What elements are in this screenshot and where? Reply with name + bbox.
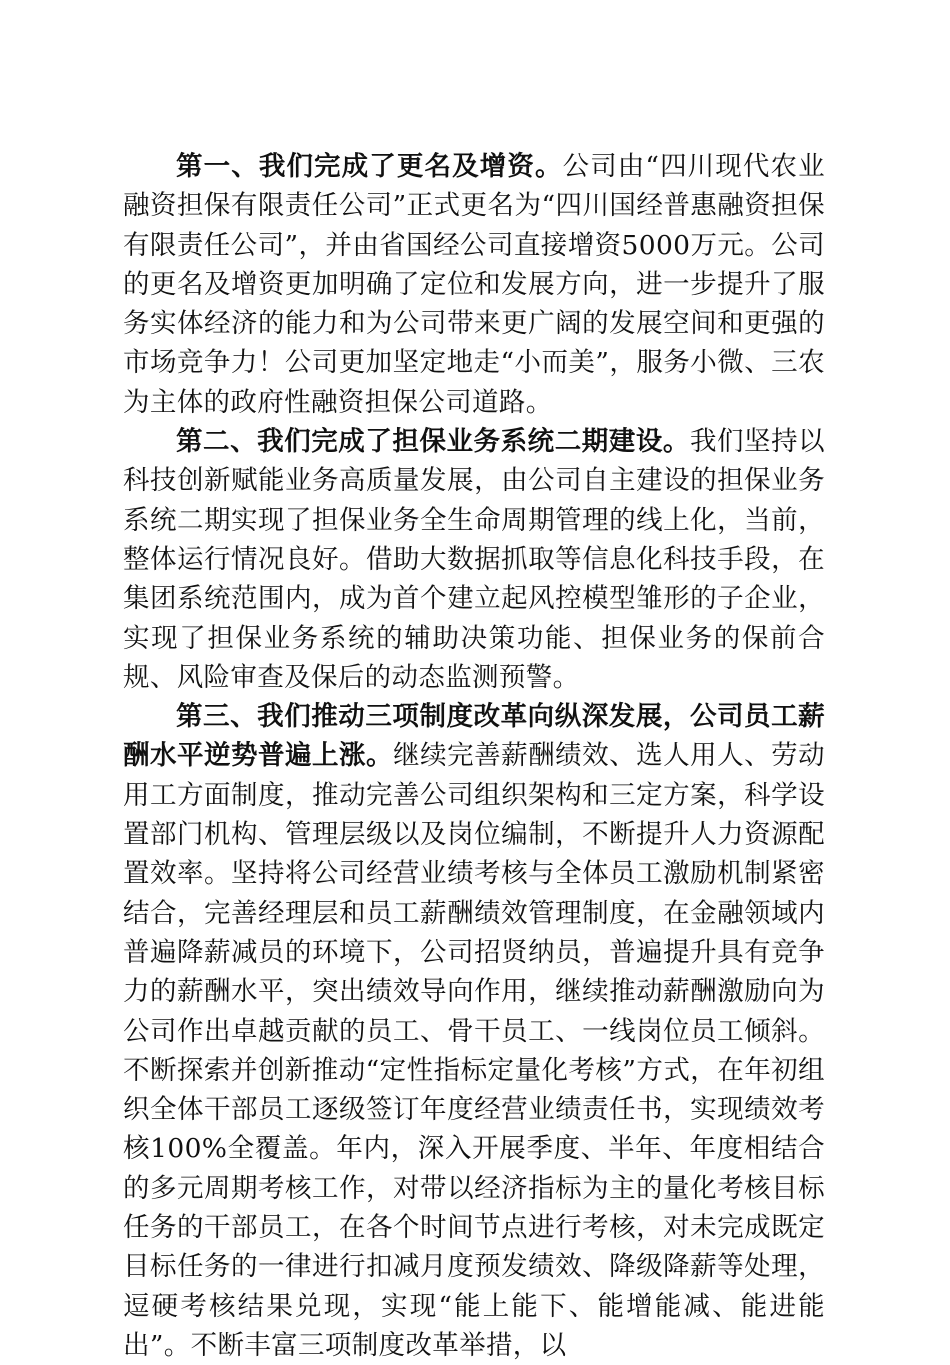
- paragraph-1-heading: 第一、我们完成了更名及增资。: [176, 151, 563, 182]
- paragraph-3-body: 继续完善薪酬绩效、选人用人、劳动用工方面制度，推动完善公司组织架构和三定方案，科学设置部门机构、管理层级以及岗位编制，不断提升人力资源配置效率。坚持将公司经营业绩考核与全体员工激励机制紧密结合，完善经理层和员工薪酬绩效管理制度，在金融领域内普遍降薪减员的环境下，公司招贤纳员，普遍提升具有竞争力的薪酬水平，突出绩效导向作用，继续推动薪酬激励向为公司作出卓越贡献的员工、骨干员工、一线岗位员工倾斜。不断探索并创新推动“定性指标定量化考核”方式，在年初组织全体干部员工逐级签订年度经营业绩责任书，实现绩效考核100%全覆盖。年内，深入开展季度、半年、年度相结合的多元周期考核工作，对带以经济指标为主的量化考核目标任务的干部员工，在各个时间节点进行考核，对未完成既定目标任务的一律进行扣减月度预发绩效、降级降薪等处理，逗硬考核结果兑现，实现“能上能下、能增能减、能进能出”。不断丰富三项制度改革举措，以: [123, 740, 825, 1361]
- paragraph-2-heading: 第二、我们完成了担保业务系统二期建设。: [176, 426, 690, 458]
- paragraph-2-body: 我们坚持以科技创新赋能业务高质量发展，由公司自主建设的担保业务系统二期实现了担保业务全生命周期管理的线上化，当前，整体运行情况良好。借助大数据抓取等信息化科技手段，在集团系统范围内，成为首个建立起风控模型雏形的子企业，实现了担保业务系统的辅助决策功能、担保业务的保前合规、风险审查及保后的动态监测预警。: [123, 426, 826, 693]
- paragraph-1: [123, 147, 825, 422]
- paragraph-1-body: 公司由“四川现代农业融资担保有限责任公司”正式更名为“四川国经普惠融资担保有限责任公司”，并由省国经公司直接增资5000万元。公司的更名及增资更加明确了定位和发展方向，进一步提升了服务实体经济的能力和为公司带来更广阔的发展空间和更强的市场竞争力！公司更加坚定地走“小而美”，服务小微、三农为主体的政府性融资担保公司道路。: [123, 151, 825, 418]
- document-body: [123, 147, 825, 1365]
- paragraph-2: [123, 422, 825, 697]
- paragraph-3-heading: 第三、我们推动三项制度改革向纵深发展，公司员工薪酬水平逆势普遍上涨。: [123, 701, 825, 772]
- paragraph-3: [123, 697, 825, 1365]
